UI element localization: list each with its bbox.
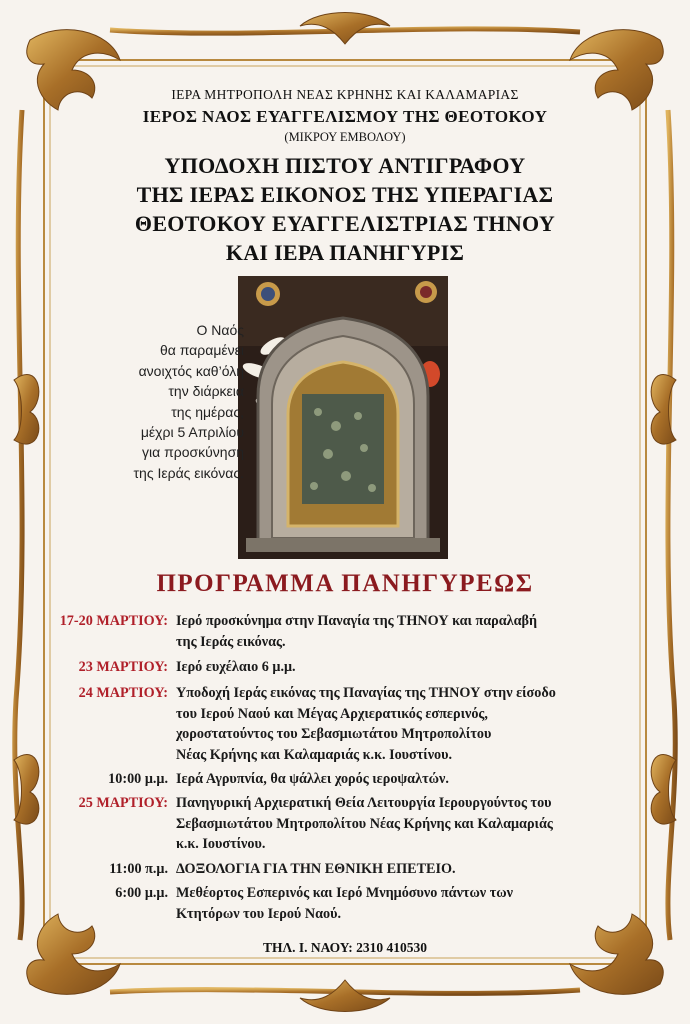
schedule-line: Ιερό ευχέλαιο 6 μ.μ. (176, 659, 296, 675)
schedule-line: Σεβασμιωτάτου Μητροπολίτου Νέας Κρήνης και Καλαμαριάς (176, 815, 553, 832)
schedule-date-label: 23 ΜΑΡΤΙΟΥ: (78, 659, 168, 675)
notice-line: για προσκύνηση (141, 444, 244, 461)
schedule-line: Νέας Κρήνης και Καλαμαριάς κ.κ. Ιουστίνου. (176, 746, 453, 763)
schedule-description (176, 769, 646, 790)
schedule-time-label: 6:00 μ.μ. (115, 885, 168, 901)
title-line: ΥΠΟΔΟΧΗ ΠΙΣΤΟΥ ΑΝΤΙΓΡΑΦΟΥ (164, 153, 526, 178)
schedule-line: Πανηγυρική Αρχιερατική Θεία Λειτουργία Ιερουργούντος του (176, 795, 552, 811)
icon-photograph (238, 276, 448, 559)
title-line: ΤΗΣ ΙΕΡΑΣ ΕΙΚΟΝΟΣ ΤΗΣ ΥΠΕΡΑΓΙΑΣ (136, 182, 554, 207)
schedule-description (176, 883, 646, 924)
notice-line: Ο Ναός (196, 322, 244, 338)
schedule-line: του Ιερού Ναού και Μέγας Αρχιερατικός εσπερινός, (176, 705, 488, 722)
schedule-line: Ιερά Αγρυπνία, θα ψάλλει χορός ιεροψαλτών. (176, 771, 449, 787)
schedule-line: κ.κ. Ιουστίνου. (176, 836, 266, 852)
notice-line: θα παραμένει (159, 342, 244, 359)
schedule-description (176, 859, 646, 880)
church-heading: ΙΕΡΟΣ ΝΑΟΣ ΕΥΑΓΓΕΛΙΣΜΟΥ ΤΗΣ ΘΕΟΤΟΚΟΥ (142, 107, 548, 126)
title-line: ΚΑΙ ΙΕΡΑ ΠΑΝΗΓΥΡΙΣ (225, 240, 465, 265)
notice-line: ανοιχτός καθ’όλη (138, 362, 244, 379)
schedule-date-label: 17-20 ΜΑΡΤΙΟΥ: (59, 613, 168, 629)
notice-line: της Ιεράς εικόνας. (133, 464, 244, 481)
notice-line: της ημέρας, (171, 403, 244, 420)
schedule-line: Μεθέορτος Εσπερινός και Ιερό Μνημόσυνο πάντων των (176, 885, 513, 901)
schedule-description (176, 793, 646, 855)
church-phone: ΤΗΛ. Ι. ΝΑΟΥ: 2310 410530 (262, 940, 428, 955)
notice-line: την διάρκεια (168, 383, 244, 400)
schedule-description (176, 657, 646, 678)
schedule-date-label: 24 ΜΑΡΤΙΟΥ: (78, 685, 168, 701)
main-title (0, 151, 690, 267)
parish-subheading: (ΜΙΚΡΟΥ ΕΜΒΟΛΟΥ) (284, 130, 406, 144)
schedule-date-label: 25 ΜΑΡΤΙΟΥ: (78, 795, 168, 811)
program-title: ΠΡΟΓΡΑΜΜΑ ΠΑΝΗΓΥΡΕΩΣ (156, 570, 534, 597)
schedule-line: χοροστατούντος του Σεβασμιωτάτου Μητροπολίτου (176, 726, 492, 742)
schedule-line: ΔΟΞΟΛΟΓΙΑ ΓΙΑ ΤΗΝ ΕΘΝΙΚΗ ΕΠΕΤΕΙΟ. (176, 861, 456, 877)
schedule-description (176, 611, 646, 652)
schedule-time-label: 10:00 μ.μ. (108, 771, 168, 787)
opening-notice (96, 320, 244, 483)
notice-line: μέχρι 5 Απριλίου (140, 424, 244, 441)
schedule-line: της Ιεράς εικόνας. (176, 633, 286, 650)
schedule-line: Κτητόρων του Ιερού Ναού. (176, 905, 342, 922)
metropolis-heading: ΙΕΡΑ ΜΗΤΡΟΠΟΛΗ ΝΕΑΣ ΚΡΗΝΗΣ ΚΑΙ ΚΑΛΑΜΑΡΙΑΣ (171, 87, 519, 102)
schedule-description (176, 683, 646, 765)
schedule-time-label: 11:00 π.μ. (109, 861, 168, 877)
title-line: ΘΕΟΤΟΚΟΥ ΕΥΑΓΓΕΛΙΣΤΡΙΑΣ ΤΗΝΟΥ (134, 211, 556, 236)
schedule-line: Υποδοχή Ιεράς εικόνας της Παναγίας της ΤΗΝΟΥ στην είσοδο (176, 685, 556, 701)
schedule-line: Ιερό προσκύνημα στην Παναγία της ΤΗΝΟΥ και παραλαβή (176, 613, 538, 629)
